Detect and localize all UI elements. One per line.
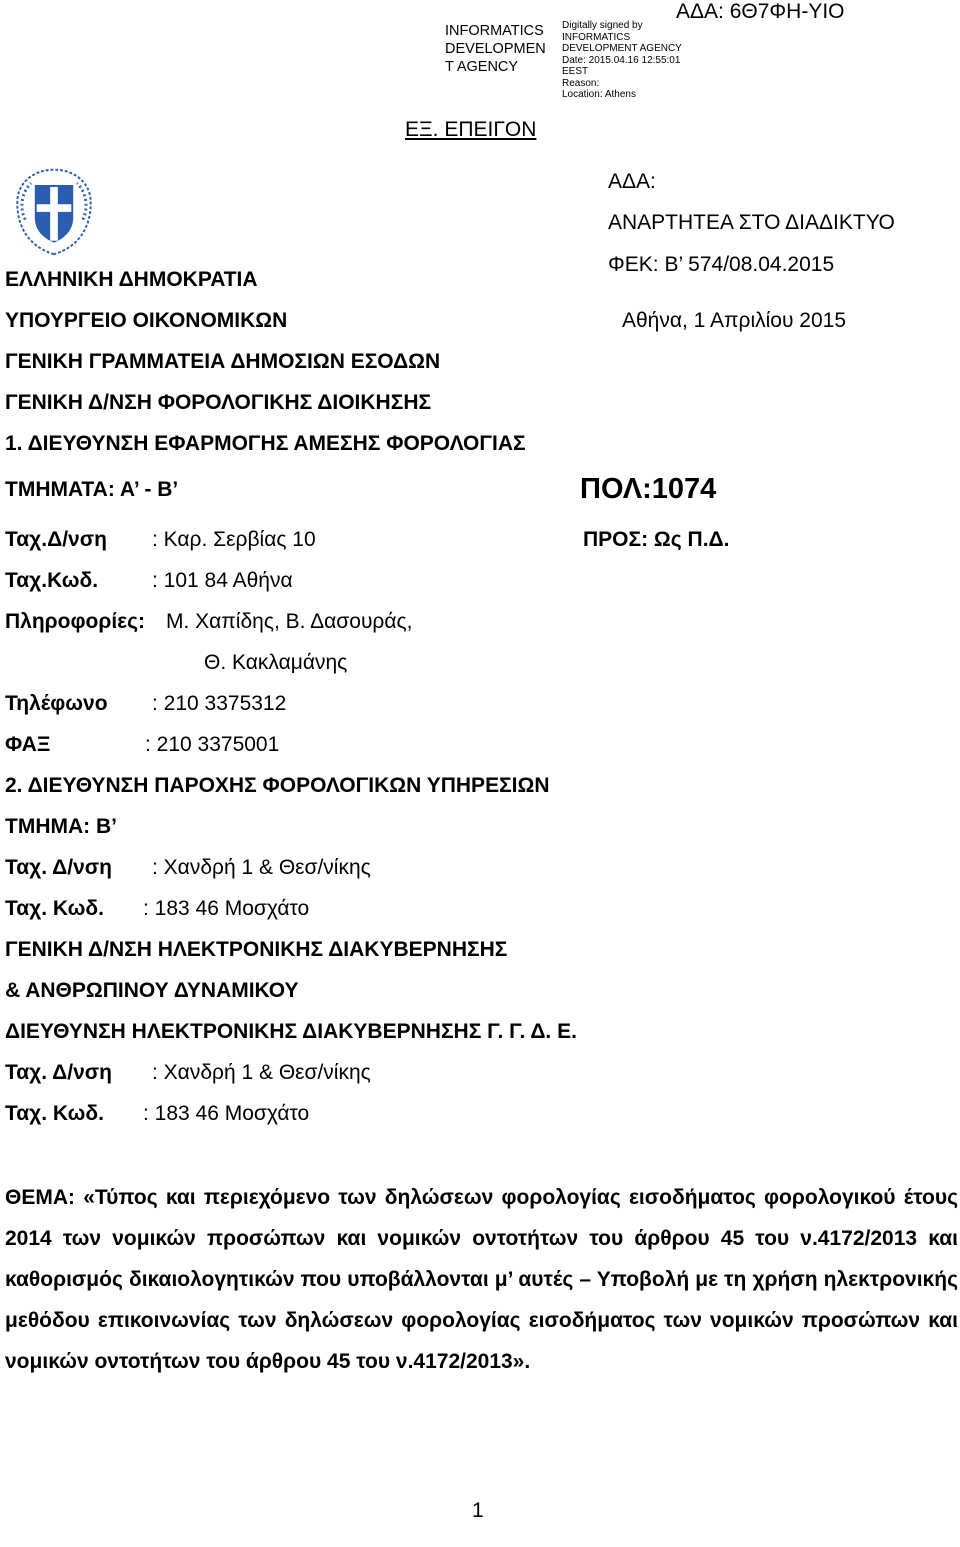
postal-code-value: : 183 46 Μοσχάτο [143,897,310,920]
address-value: : Καρ. Σερβίας 10 [152,528,316,551]
address-label: Ταχ. Δ/νση [5,1061,112,1084]
signature-line: Reason: [562,77,600,89]
signature-organization: INFORMATICS DEVELOPMEN T AGENCY [445,23,546,75]
departments-1: ΤΜΗΜΑΤΑ: Α’ - Β’ [5,478,179,501]
page-number: 1 [472,1499,484,1522]
republic-name: ΕΛΛΗΝΙΚΗ ΔΗΜΟΚΡΑΤΙΑ [5,268,258,291]
greek-coat-of-arms-icon [6,162,102,258]
post-notice: ΑΝΑΡΤΗΤΕΑ ΣΤΟ ΔΙΑΔΙΚΤΥΟ [608,211,895,234]
directorate-general-name: ΓΕΝΙΚΗ Δ/ΝΣΗ ΦΟΡΟΛΟΓΙΚΗΣ ΔΙΟΙΚΗΣΗΣ [5,391,432,414]
postal-code-label: Ταχ. Κωδ. [5,897,104,920]
general-directorate-3-line2: & ΑΝΘΡΩΠΙΝΟΥ ΔΥΝΑΜΙΚΟΥ [5,979,299,1002]
signature-line: Digitally signed by [562,20,643,31]
address-label: Ταχ. Δ/νση [5,856,112,879]
signature-line: Date: 2015.04.16 12:55:01 [562,54,681,66]
pol-number: ΠΟΛ:1074 [580,473,717,505]
address-value: : Χανδρή 1 & Θεσ/νίκης [152,856,371,879]
fax-value: : 210 3375001 [145,733,280,756]
ada-code: ΑΔΑ: 6Θ7ΦΗ-ΥΙΟ [676,0,845,23]
phone-value: : 210 3375312 [152,692,287,715]
urgency-label: ΕΞ. ΕΠΕΙΓΟΝ [405,118,537,141]
info-label: Πληροφορίες: [5,610,146,633]
signature-line: DEVELOPMENT AGENCY [562,43,682,54]
postal-code-label: Ταχ.Κωδ. [5,569,99,592]
postal-code-value: : 101 84 Αθήνα [152,569,293,592]
subject-paragraph: ΘΕΜΑ: «Τύπος και περιεχόμενο των δηλώσεων φορολογίας εισοδήματος φορολογικού έτους 2014 των νομικών προσώπων και νομικών οντοτήτων του άρθρου 45 του ν.4172/2013 και καθορισμός δικαιολογητικών που υποβάλλονται μ’ αυτές – Υποβολή με τη χρήση ηλεκτρονικής μεθόδου επικοινωνίας των δηλώσεων φορολογίας εισοδήματος των νομικών προσώπων και νομικών οντοτήτων του άρθρου 45 του ν.4172/2013». [5,1186,958,1373]
fek-reference: ΦΕΚ: Β’ 574/08.04.2015 [608,253,835,276]
recipient: ΠΡΟΣ: Ως Π.Δ. [583,528,730,551]
signature-line: Location: Athens [562,89,636,100]
signature-details [562,20,692,101]
ministry-name: ΥΠΟΥΡΓΕΙΟ ΟΙΚΟΝΟΜΙΚΩΝ [5,309,288,332]
secretariat-name: ΓΕΝΙΚΗ ΓΡΑΜΜΑΤΕΙΑ ΔΗΜΟΣΙΩΝ ΕΣΟΔΩΝ [5,350,441,373]
postal-code-label: Ταχ. Κωδ. [5,1102,104,1125]
postal-code-value: : 183 46 Μοσχάτο [143,1102,310,1125]
signature-line: EEST [562,66,589,77]
address-value: : Χανδρή 1 & Θεσ/νίκης [152,1061,371,1084]
directorate-3-title: ΔΙΕΥΘΥΝΣΗ ΗΛΕΚΤΡΟΝΙΚΗΣ ΔΙΑΚΥΒΕΡΝΗΣΗΣ Γ. Γ. Δ. Ε. [5,1020,577,1043]
ada-field: ΑΔΑ: [608,170,656,193]
info-value: Μ. Χαπίδης, Β. Δασουράς, [166,610,413,633]
signature-line: INFORMATICS [562,31,631,43]
address-label: Ταχ.Δ/νση [5,528,107,551]
directorate-1-title: 1. ΔΙΕΥΘΥΝΣΗ ΕΦΑΡΜΟΓΗΣ ΑΜΕΣΗΣ ΦΟΡΟΛΟΓΙΑΣ [5,432,526,455]
department-2: ΤΜΗΜΑ: Β’ [5,815,117,838]
general-directorate-3-line1: ΓΕΝΙΚΗ Δ/ΝΣΗ ΗΛΕΚΤΡΟΝΙΚΗΣ ΔΙΑΚΥΒΕΡΝΗΣΗΣ [5,938,508,961]
phone-label: Τηλέφωνο [5,692,108,715]
info-value-2: Θ. Κακλαμάνης [204,651,348,674]
document-date: Αθήνα, 1 Απριλίου 2015 [622,309,847,332]
fax-label: ΦΑΞ [5,733,51,756]
directorate-2-title: 2. ΔΙΕΥΘΥΝΣΗ ΠΑΡΟΧΗΣ ΦΟΡΟΛΟΓΙΚΩΝ ΥΠΗΡΕΣΙΩΝ [5,774,550,797]
